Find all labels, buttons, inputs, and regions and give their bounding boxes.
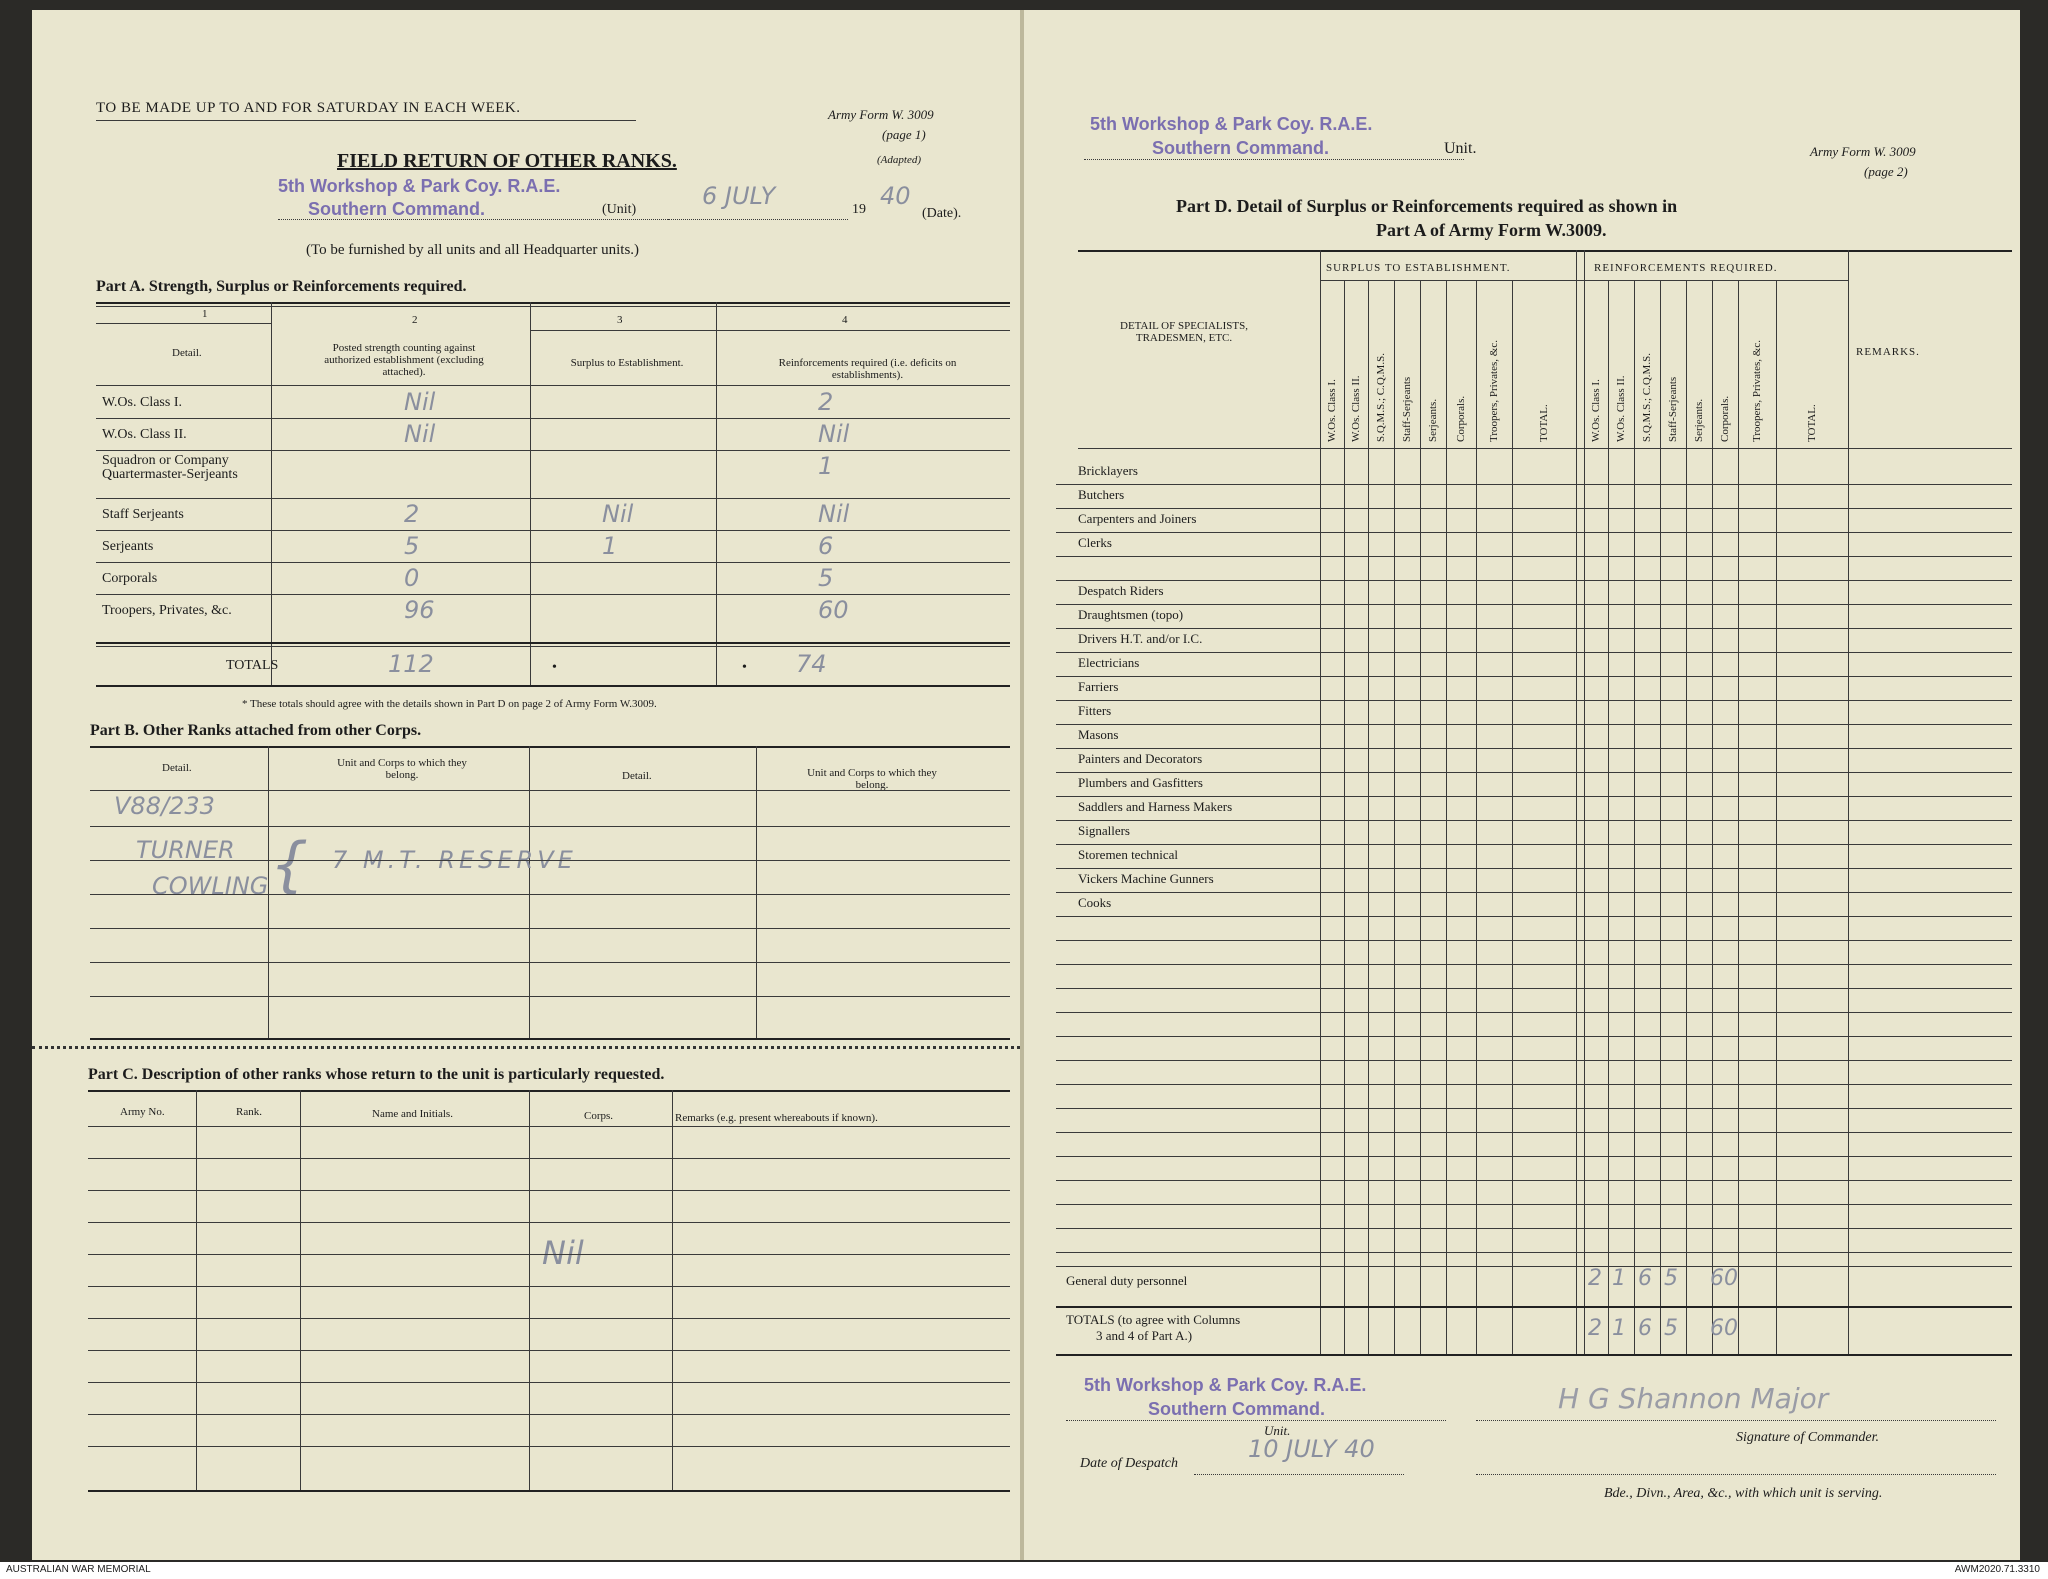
part-b-ruled-line bbox=[90, 826, 1010, 827]
part-c-heading: Part C. Description of other ranks whose return to the unit is particularly requested. bbox=[88, 1066, 665, 1083]
perforation-line bbox=[32, 1046, 1020, 1049]
part-d-row-line bbox=[1056, 844, 2012, 845]
part-d-vline bbox=[1776, 280, 1777, 1354]
signature-hand: H G Shannon Major bbox=[1558, 1382, 1829, 1415]
part-b-header-unit-1: Unit and Corps to which they belong. bbox=[337, 757, 467, 781]
signature-label: Signature of Commander. bbox=[1736, 1430, 1879, 1445]
part-c-header-name: Name and Initials. bbox=[372, 1108, 453, 1120]
part-d-row-line bbox=[1056, 748, 2012, 749]
part-d-reinf-subcol: Serjeants. bbox=[1693, 398, 1705, 442]
part-b-hand-entry-1: V88/233 bbox=[114, 792, 215, 820]
part-d-row-line bbox=[1056, 532, 2012, 533]
part-d-row-line bbox=[1056, 1228, 2012, 1229]
part-d-row-line bbox=[1056, 1252, 2012, 1253]
part-d-row-line bbox=[1056, 1108, 2012, 1109]
part-c-ruled-line bbox=[88, 1350, 1010, 1351]
part-a-row-detail: Serjeants bbox=[102, 539, 154, 554]
part-c-ruled-line bbox=[88, 1190, 1010, 1191]
part-d-trade-row: Fitters bbox=[1078, 703, 1112, 718]
part-c-hand-entry: Nil bbox=[542, 1234, 584, 1272]
part-d-vline bbox=[1660, 280, 1661, 1354]
part-a-row-detail: Troopers, Privates, &c. bbox=[102, 603, 232, 618]
part-d-row-line bbox=[1056, 868, 2012, 869]
part-d-row-line bbox=[1056, 628, 2012, 629]
part-d-bottom-line bbox=[1056, 1354, 2012, 1356]
page-label: (page 1) bbox=[882, 127, 926, 142]
p2-bottom-stamp-line2: Southern Command. bbox=[1148, 1399, 1326, 1419]
part-d-total-reinf: 2 bbox=[1588, 1316, 1602, 1341]
part-a-row-posted: 5 bbox=[404, 532, 420, 560]
part-b-ruled-line bbox=[90, 962, 1010, 963]
subtitle: (To be furnished by all units and all Headquarter units.) bbox=[306, 242, 640, 258]
form-title: FIELD RETURN OF OTHER RANKS. bbox=[337, 150, 677, 172]
part-d-detail-header: DETAIL OF SPECIALISTS, TRADESMEN, ETC. bbox=[1120, 320, 1248, 344]
part-c-header-corps: Corps. bbox=[584, 1110, 614, 1122]
part-d-totals-line1: TOTALS (to agree with Columns bbox=[1066, 1312, 1241, 1327]
part-c-header-remarks: Remarks (e.g. present whereabouts if known). bbox=[675, 1112, 878, 1124]
part-d-row-line bbox=[1056, 700, 2012, 701]
part-d-trade-row: Storemen technical bbox=[1078, 847, 1178, 862]
part-d-row-line bbox=[1056, 1180, 2012, 1181]
part-a-row-detail: Staff Serjeants bbox=[102, 507, 184, 522]
part-a-row-posted: Nil bbox=[404, 420, 436, 448]
part-a-total-reinf-mark: • bbox=[742, 660, 747, 675]
part-d-reinf-subcol: Corporals. bbox=[1719, 395, 1731, 442]
bde-label: Bde., Divn., Area, &c., with which unit is serving. bbox=[1604, 1486, 1883, 1501]
part-a-colnum-2: 2 bbox=[412, 314, 418, 326]
part-d-row-line bbox=[1056, 484, 2012, 485]
part-d-general-duty: General duty personnel bbox=[1066, 1273, 1188, 1288]
part-d-heading-2: Part A of Army Form W.3009. bbox=[1376, 220, 1607, 240]
date-label: (Date). bbox=[922, 206, 962, 221]
part-d-vline bbox=[1584, 250, 1585, 1354]
part-a-row-reinf: Nil bbox=[818, 420, 850, 448]
part-c-ruled-line bbox=[88, 1158, 1010, 1159]
part-b-bottom-line bbox=[90, 1038, 1010, 1040]
part-a-row-posted: 96 bbox=[404, 596, 435, 624]
part-b-hand-entry-3: COWLING bbox=[152, 872, 269, 900]
page-one bbox=[32, 10, 1020, 1560]
part-a-row-divider bbox=[96, 530, 1010, 531]
unit-label: (Unit) bbox=[602, 202, 637, 217]
part-d-trade-row: Despatch Riders bbox=[1078, 583, 1164, 598]
p2-stamp-line1: 5th Workshop & Park Coy. R.A.E. bbox=[1090, 114, 1373, 134]
part-d-surplus-subcol: W.Os. Class I. bbox=[1326, 379, 1338, 442]
footer-left-text: AUSTRALIAN WAR MEMORIAL bbox=[6, 1564, 151, 1575]
top-note: TO BE MADE UP TO AND FOR SATURDAY IN EACH WEEK. bbox=[96, 100, 521, 116]
part-a-footnote: * These totals should agree with the details shown in Part D on page 2 of Army Form W.3009. bbox=[242, 698, 657, 710]
part-d-surplus-subcol: Corporals. bbox=[1455, 395, 1467, 442]
part-d-row-line bbox=[1056, 508, 2012, 509]
part-a-header-surplus: Surplus to Establishment. bbox=[570, 357, 684, 369]
part-d-vline bbox=[1712, 280, 1713, 1354]
part-b-ruled-line bbox=[90, 928, 1010, 929]
despatch-hand: 10 JULY 40 bbox=[1248, 1435, 1375, 1463]
part-d-reinf-subcol: Staff-Serjeants bbox=[1667, 376, 1679, 442]
p2-form-id: Army Form W. 3009 bbox=[1810, 144, 1916, 159]
part-d-row-line bbox=[1056, 1266, 2012, 1267]
part-d-general-reinf: 5 bbox=[1664, 1266, 1678, 1291]
part-d-total-reinf: 1 bbox=[1612, 1316, 1626, 1341]
part-d-row-line bbox=[1056, 1012, 2012, 1013]
part-d-trade-row: Draughtsmen (topo) bbox=[1078, 607, 1184, 622]
part-a-row-divider bbox=[96, 594, 1010, 595]
part-b-header-detail-2: Detail. bbox=[622, 770, 652, 782]
part-d-vline bbox=[1368, 280, 1369, 1354]
part-a-total-posted: 112 bbox=[388, 650, 434, 678]
footer-right-text: AWM2020.71.3310 bbox=[1954, 1564, 2040, 1575]
part-a-total-surplus-mark: • bbox=[552, 660, 557, 675]
archive-footer bbox=[0, 1562, 2048, 1579]
part-a-row-detail: Squadron or Company Quartermaster-Serjeants bbox=[102, 453, 238, 482]
part-d-trade-row: Vickers Machine Gunners bbox=[1078, 871, 1214, 886]
part-b-hand-unit: 7 M.T. RESERVE bbox=[332, 846, 577, 874]
part-d-reinf-subcol: TOTAL. bbox=[1806, 404, 1818, 442]
part-d-reinf-subcol: W.Os. Class II. bbox=[1615, 375, 1627, 442]
part-d-row-line bbox=[1056, 1060, 2012, 1061]
part-d-row-line bbox=[1056, 940, 2012, 941]
part-a-row-reinf: 5 bbox=[818, 564, 834, 592]
p2-stamp-line2: Southern Command. bbox=[1152, 138, 1330, 158]
part-a-colnum-1: 1 bbox=[202, 308, 208, 320]
part-a-total-reinf: 74 bbox=[796, 650, 827, 678]
part-c-ruled-line bbox=[88, 1414, 1010, 1415]
part-d-surplus-subcol: Staff-Serjeants bbox=[1401, 376, 1413, 442]
part-d-reinf-subcol: S.Q.M.S.; C.Q.M.S. bbox=[1641, 353, 1653, 442]
part-a-colnum-4: 4 bbox=[842, 314, 848, 326]
part-d-total-reinf: 6 bbox=[1638, 1316, 1652, 1341]
part-d-row-line bbox=[1056, 820, 2012, 821]
part-d-heading-1: Part D. Detail of Surplus or Reinforcements required as shown in bbox=[1176, 196, 1678, 216]
form-id: Army Form W. 3009 bbox=[828, 107, 934, 122]
part-a-row-reinf: 60 bbox=[818, 596, 849, 624]
part-a-row-posted: Nil bbox=[404, 388, 436, 416]
part-d-trade-row: Painters and Decorators bbox=[1078, 751, 1203, 766]
part-d-surplus-subcol: Troopers, Privates, &c. bbox=[1488, 340, 1500, 442]
part-a-row-reinf: 6 bbox=[818, 532, 834, 560]
part-b-header-detail-1: Detail. bbox=[162, 762, 192, 774]
part-d-row-line bbox=[1056, 1132, 2012, 1133]
part-d-vline bbox=[1344, 280, 1345, 1354]
part-b-ruled-line bbox=[90, 894, 1010, 895]
part-d-row-line bbox=[1056, 892, 2012, 893]
part-b-ruled-line bbox=[90, 996, 1010, 997]
part-d-row-line bbox=[1056, 604, 2012, 605]
part-c-bottom-line bbox=[88, 1490, 1010, 1492]
part-d-trade-row: Clerks bbox=[1078, 535, 1112, 550]
part-d-vline bbox=[1476, 280, 1477, 1354]
part-b-hand-entry-2: TURNER bbox=[136, 836, 235, 864]
unit-stamp-line1: 5th Workshop & Park Coy. R.A.E. bbox=[278, 176, 561, 196]
part-c-ruled-line bbox=[88, 1286, 1010, 1287]
part-b-hand-brace: { bbox=[270, 830, 309, 900]
part-d-general-reinf: 2 bbox=[1588, 1266, 1602, 1291]
part-d-vline bbox=[1512, 280, 1513, 1354]
part-d-vline bbox=[1686, 280, 1687, 1354]
part-d-vline bbox=[1608, 280, 1609, 1354]
part-d-row-line bbox=[1056, 1036, 2012, 1037]
part-d-row-line bbox=[1056, 916, 2012, 917]
part-d-surplus-subcol: Serjeants. bbox=[1427, 398, 1439, 442]
part-b-ruled-line bbox=[90, 860, 1010, 861]
part-d-vline bbox=[1576, 250, 1577, 1354]
part-d-totals-line2: 3 and 4 of Part A.) bbox=[1096, 1328, 1193, 1343]
part-d-row-line bbox=[1056, 676, 2012, 677]
part-d-vline bbox=[1320, 250, 1321, 1354]
part-d-trade-row: Drivers H.T. and/or I.C. bbox=[1078, 631, 1203, 646]
part-d-row-line bbox=[1056, 652, 2012, 653]
part-d-surplus-subcol: TOTAL. bbox=[1538, 404, 1550, 442]
part-a-totals-label: TOTALS bbox=[226, 658, 279, 673]
part-a-row-reinf: 2 bbox=[818, 388, 834, 416]
p2-unit-label: Unit. bbox=[1444, 140, 1477, 157]
part-d-trade-row: Cooks bbox=[1078, 895, 1112, 910]
part-d-row-line bbox=[1056, 964, 2012, 965]
part-a-heading: Part A. Strength, Surplus or Reinforcements required. bbox=[96, 278, 467, 295]
part-d-surplus-subcol: S.Q.M.S.; C.Q.M.S. bbox=[1375, 353, 1387, 442]
part-a-header-detail: Detail. bbox=[172, 347, 202, 359]
part-d-reinf-subcol: Troopers, Privates, &c. bbox=[1751, 340, 1763, 442]
unit-stamp-line2: Southern Command. bbox=[308, 199, 486, 219]
part-b-header-unit-2: Unit and Corps to which they belong. bbox=[807, 767, 937, 791]
part-d-total-reinf: 5 bbox=[1664, 1316, 1678, 1341]
part-c-ruled-line bbox=[88, 1318, 1010, 1319]
part-d-trade-row: Electricians bbox=[1078, 655, 1140, 670]
part-d-row-line bbox=[1056, 1306, 2012, 1308]
part-d-trade-row: Butchers bbox=[1078, 487, 1125, 502]
part-a-row-divider bbox=[96, 450, 1010, 451]
part-d-row-line bbox=[1056, 580, 2012, 581]
part-a-row-detail: W.Os. Class II. bbox=[102, 427, 187, 442]
part-d-trade-row: Masons bbox=[1078, 727, 1119, 742]
part-c-ruled-line bbox=[88, 1222, 1010, 1223]
year-prefix: 19 bbox=[852, 202, 866, 217]
part-c-header-army-no: Army No. bbox=[120, 1106, 165, 1118]
part-d-row-line bbox=[1056, 724, 2012, 725]
part-d-general-reinf: 1 bbox=[1612, 1266, 1626, 1291]
part-a-row-divider bbox=[96, 498, 1010, 499]
page-two bbox=[1024, 10, 2020, 1560]
part-a-row-reinf: 1 bbox=[818, 452, 834, 480]
part-a-row-divider bbox=[96, 418, 1010, 419]
part-c-ruled-line bbox=[88, 1254, 1010, 1255]
part-c-ruled-line bbox=[88, 1382, 1010, 1383]
part-a-row-surplus: 1 bbox=[602, 532, 618, 560]
part-d-trade-row: Saddlers and Harness Makers bbox=[1078, 799, 1233, 814]
part-d-row-line bbox=[1056, 1084, 2012, 1085]
part-d-vline bbox=[1848, 250, 1849, 1354]
despatch-label: Date of Despatch bbox=[1080, 1456, 1178, 1471]
p2-page-label: (page 2) bbox=[1864, 164, 1908, 179]
part-d-trade-row: Bricklayers bbox=[1078, 463, 1138, 478]
part-d-trade-row: Carpenters and Joiners bbox=[1078, 511, 1197, 526]
part-d-row-line bbox=[1056, 1204, 2012, 1205]
part-a-header-posted: Posted strength counting against authorized establishment (excluding attached). bbox=[324, 342, 484, 378]
p2-bottom-stamp-line1: 5th Workshop & Park Coy. R.A.E. bbox=[1084, 1375, 1367, 1395]
part-a-row-surplus: Nil bbox=[602, 500, 634, 528]
part-d-row-line bbox=[1056, 772, 2012, 773]
part-d-trade-row: Farriers bbox=[1078, 679, 1119, 694]
part-a-row-detail: Corporals bbox=[102, 571, 158, 586]
part-d-row-line bbox=[1056, 988, 2012, 989]
part-a-row-reinf: Nil bbox=[818, 500, 850, 528]
part-a-row-detail: W.Os. Class I. bbox=[102, 395, 182, 410]
part-a-colnum-3: 3 bbox=[617, 314, 623, 326]
part-d-trade-row: Signallers bbox=[1078, 823, 1130, 838]
part-a-row-posted: 2 bbox=[404, 500, 420, 528]
part-a-row-divider bbox=[96, 562, 1010, 563]
part-d-row-line bbox=[1056, 1156, 2012, 1157]
part-d-general-reinf: 60 bbox=[1710, 1266, 1738, 1291]
part-d-vline bbox=[1738, 280, 1739, 1354]
hand-year: 40 bbox=[880, 182, 911, 210]
part-a-row-posted: 0 bbox=[404, 564, 420, 592]
adapted-label: (Adapted) bbox=[877, 154, 921, 166]
part-d-trade-row: Plumbers and Gasfitters bbox=[1078, 775, 1203, 790]
part-d-row-line bbox=[1056, 556, 2012, 557]
part-d-total-reinf: 60 bbox=[1710, 1316, 1738, 1341]
part-d-vline bbox=[1394, 280, 1395, 1354]
part-d-row-line bbox=[1056, 796, 2012, 797]
hand-date: 6 JULY bbox=[702, 182, 776, 210]
part-d-vline bbox=[1420, 280, 1421, 1354]
part-d-vline bbox=[1634, 280, 1635, 1354]
p2-bottom-unit-label: Unit. bbox=[1264, 1423, 1291, 1438]
part-d-surplus-header: SURPLUS TO ESTABLISHMENT. bbox=[1326, 262, 1511, 274]
part-d-reinf-subcol: W.Os. Class I. bbox=[1590, 379, 1602, 442]
part-d-general-reinf: 6 bbox=[1638, 1266, 1652, 1291]
part-b-heading: Part B. Other Ranks attached from other Corps. bbox=[90, 722, 422, 739]
part-d-vline bbox=[1446, 280, 1447, 1354]
part-d-surplus-subcol: W.Os. Class II. bbox=[1350, 375, 1362, 442]
part-c-header-rank: Rank. bbox=[236, 1106, 262, 1118]
part-c-ruled-line bbox=[88, 1446, 1010, 1447]
part-d-reinf-header: REINFORCEMENTS REQUIRED. bbox=[1594, 262, 1778, 274]
part-d-remarks-header: REMARKS. bbox=[1856, 346, 1920, 358]
part-a-header-reinf: Reinforcements required (i.e. deficits on establishments). bbox=[778, 357, 957, 381]
